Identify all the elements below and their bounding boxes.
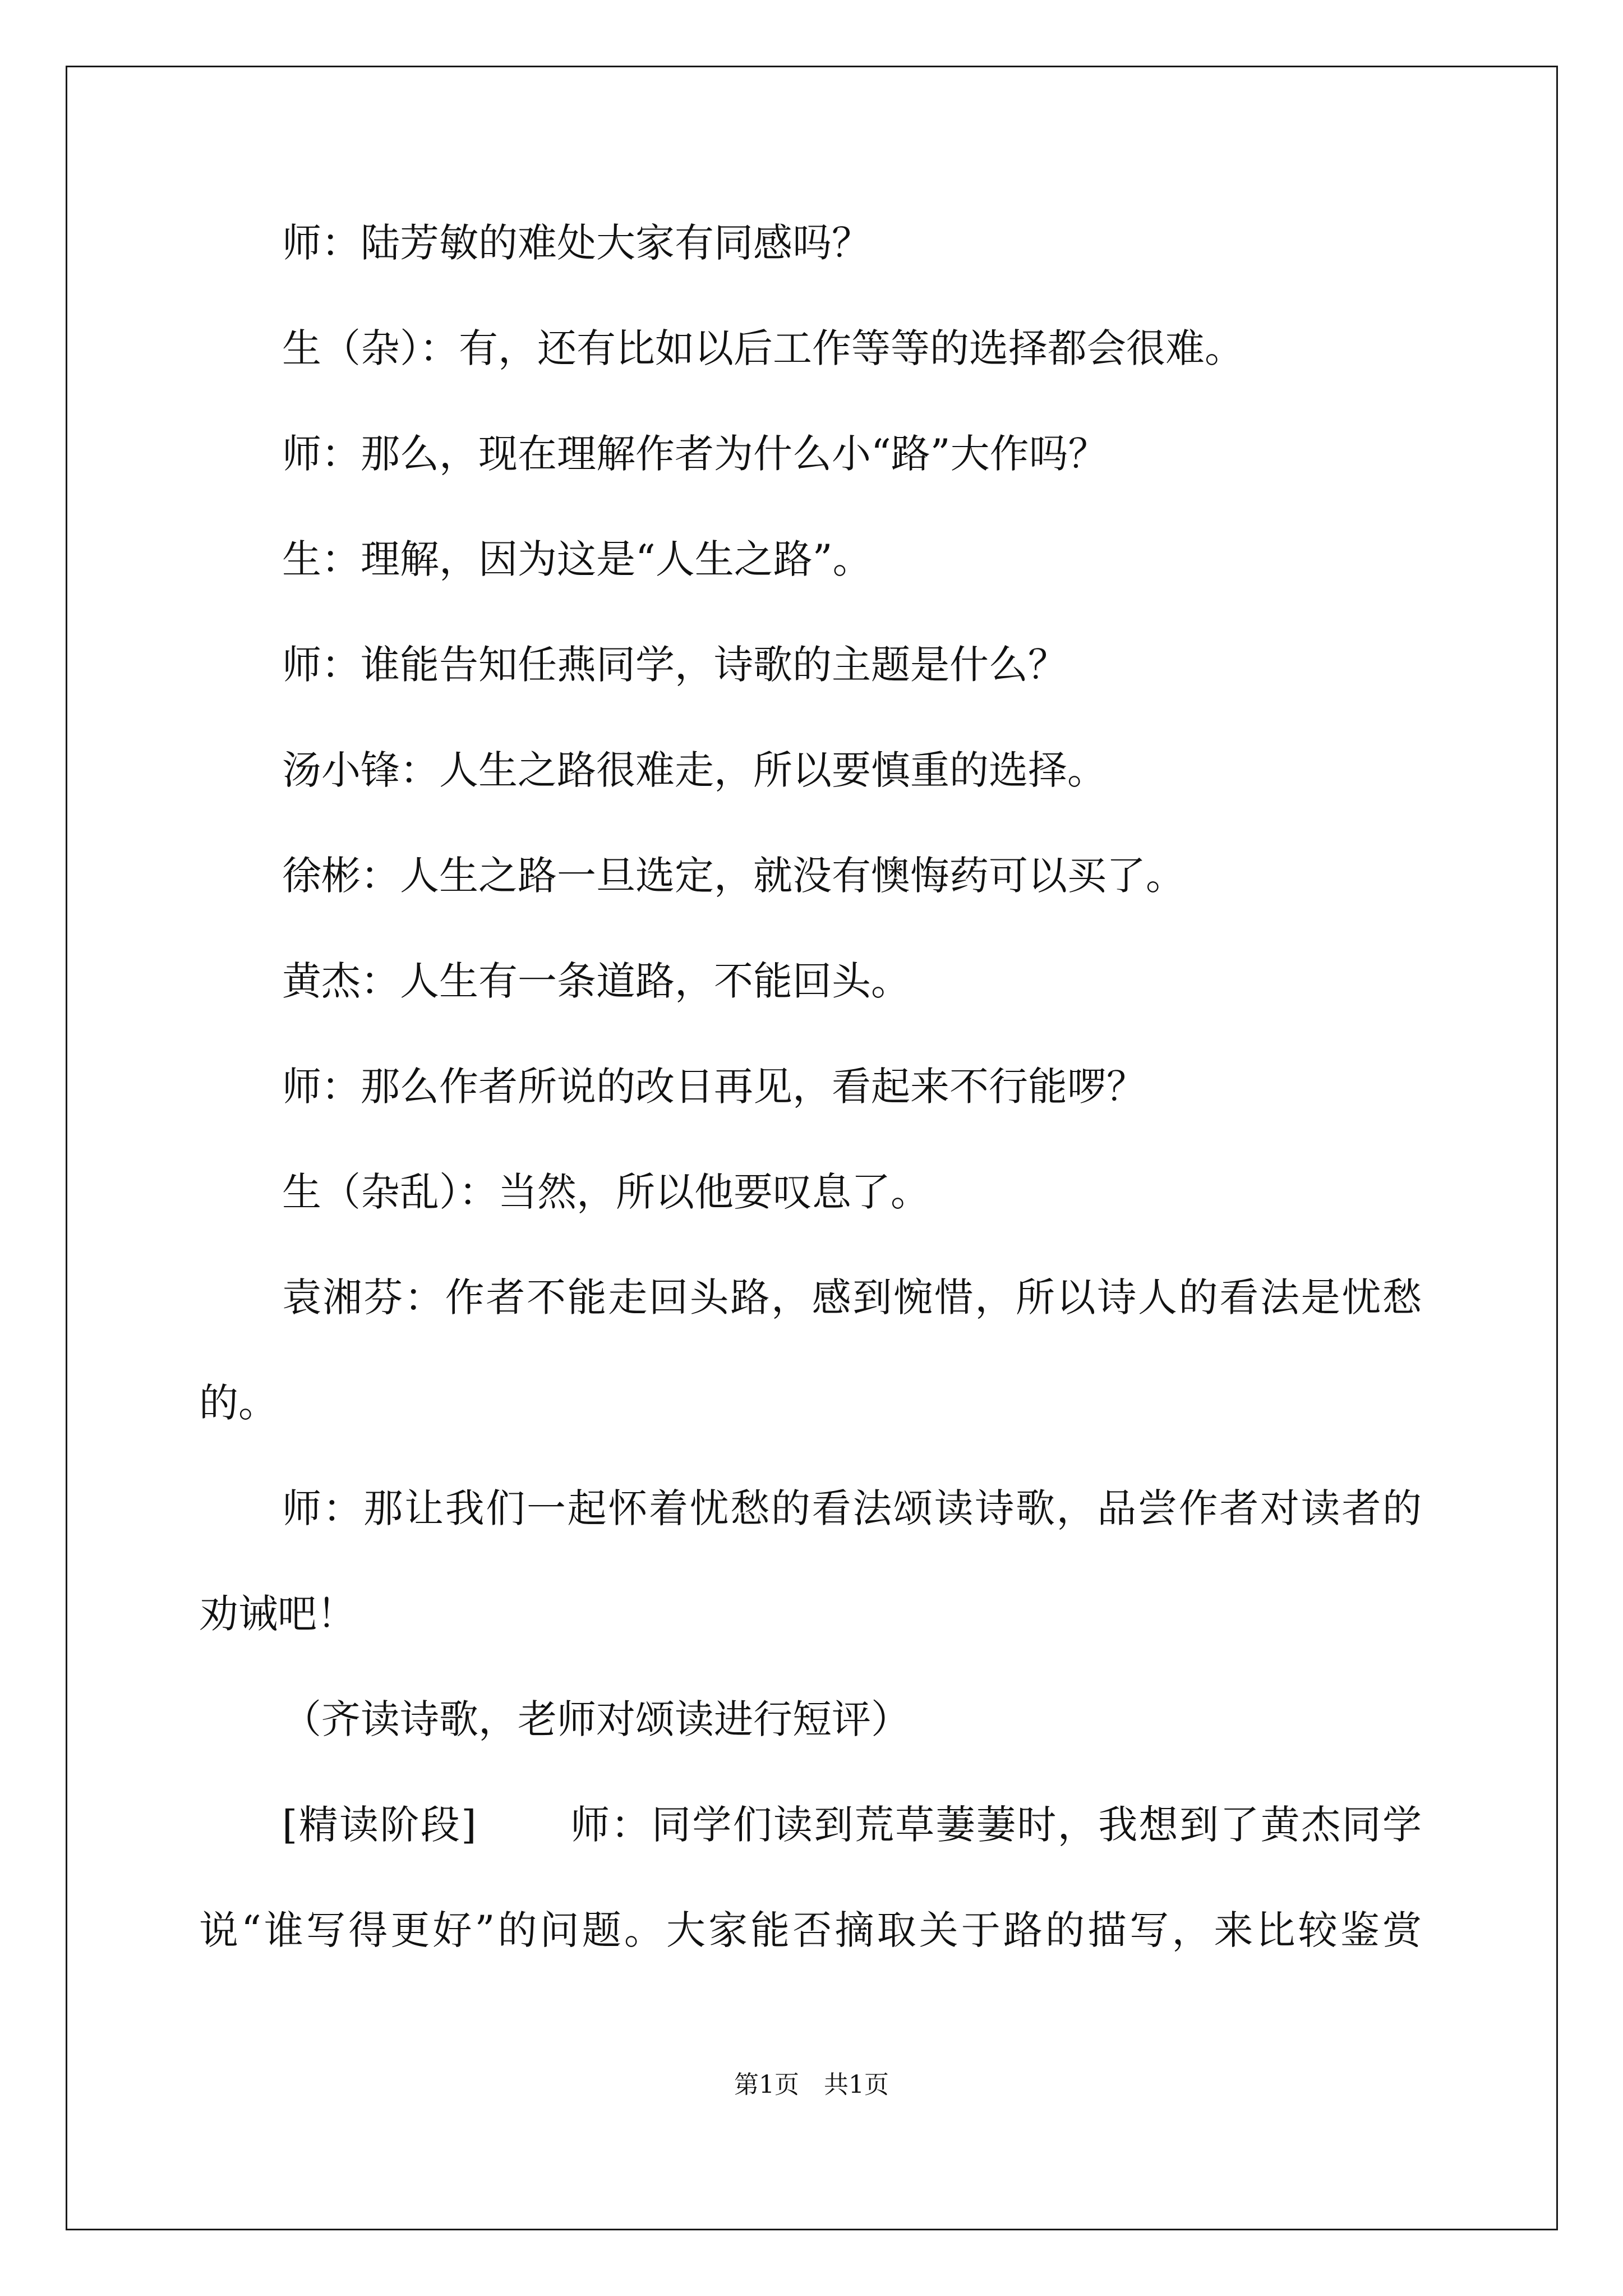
dialogue-line: 师：那让我们一起怀着忧愁的看法颂读诗歌，品尝作者对读者的 bbox=[282, 1485, 1422, 1531]
dialogue-text: 师：同学们读到荒草萋萋时，我想到了黄杰同学 bbox=[569, 1802, 1422, 1848]
dialogue-line: 生（杂乱）：当然，所以他要叹息了。 bbox=[282, 1169, 930, 1215]
dialogue-line: 汤小锋：人生之路很难走，所以要慎重的选择。 bbox=[282, 747, 1106, 793]
section-paragraph-start bbox=[282, 1797, 1422, 1853]
section-label: [精读阶段] bbox=[282, 1802, 477, 1848]
dialogue-line-continued: 劝诫吧！ bbox=[199, 1591, 356, 1637]
dialogue-line: 师：那么，现在理解作者为什么小“路”大作吗？ bbox=[282, 431, 1108, 477]
dialogue-line: 师：谁能告知任燕同学，诗歌的主题是什么？ bbox=[282, 642, 1067, 688]
dialogue-line: 生（杂）：有，还有比如以后工作等等的选择都会很难。 bbox=[282, 325, 1244, 371]
dialogue-line: 徐彬：人生之路一旦选定，就没有懊悔药可以买了。 bbox=[282, 853, 1185, 899]
dialogue-line: 袁湘芬：作者不能走回头路，感到惋惜，所以诗人的看法是忧愁 bbox=[282, 1274, 1422, 1320]
page-number-footer: 第1页 共1页 bbox=[734, 2070, 889, 2099]
dialogue-line-continued: 说“谁写得更好”的问题。大家能否摘取关于路的描写，来比较鉴赏 bbox=[199, 1907, 1422, 1953]
dialogue-line: 师：陆芳敏的难处大家有同感吗？ bbox=[282, 220, 871, 266]
dialogue-line: 师：那么作者所说的改日再见，看起来不行能啰？ bbox=[282, 1064, 1146, 1110]
dialogue-line: 生：理解，因为这是“人生之路”。 bbox=[282, 536, 872, 582]
dialogue-line: 黄杰：人生有一条道路，不能回头。 bbox=[282, 958, 910, 1004]
stage-direction: （齐读诗歌，老师对颂读进行短评） bbox=[282, 1696, 910, 1742]
dialogue-line-continued: 的。 bbox=[199, 1380, 278, 1426]
